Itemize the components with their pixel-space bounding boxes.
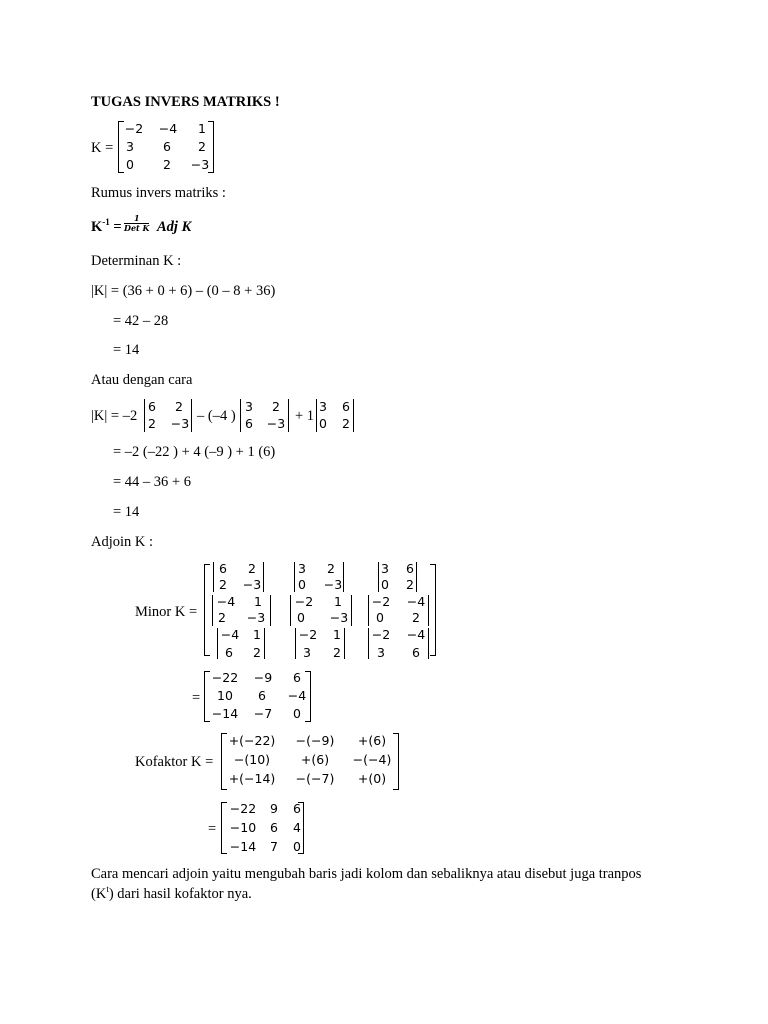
matrix-cell: −14 [211, 706, 239, 721]
k-label: K = [91, 140, 114, 156]
minor-cell: 3 [303, 645, 311, 660]
minor-cell: −2 [371, 627, 391, 642]
matrix-cell: −(−7) [295, 771, 335, 786]
det-cell: −3 [170, 416, 190, 431]
minor-cell: 2 [219, 577, 227, 592]
det-cell: 2 [148, 416, 156, 431]
matrix-cell: +(−22) [228, 733, 276, 748]
minor-cell: 2 [248, 561, 256, 576]
page-title: TUGAS INVERS MATRIKS ! [91, 94, 280, 110]
minor-cell: 2 [412, 610, 420, 625]
exp-line: = 44 – 36 + 6 [113, 474, 191, 490]
minor-cell: 1 [253, 627, 261, 642]
det-cell: 6 [342, 399, 350, 414]
rumus-heading: Rumus invers matriks : [91, 185, 226, 201]
minor-cell: 1 [333, 627, 341, 642]
minor-cell: 1 [254, 594, 262, 609]
minor-cell: 2 [253, 645, 261, 660]
minor-cell: 6 [406, 561, 414, 576]
matrix-cell: 6 [293, 670, 301, 685]
matrix-cell: 0 [293, 839, 301, 854]
det-heading: Determinan K : [91, 253, 182, 269]
minor-cell: −2 [294, 594, 314, 609]
minor-cell: −3 [246, 610, 266, 625]
det-cell: 3 [319, 399, 327, 414]
matrix-cell: 9 [270, 801, 278, 816]
matrix-k-cell: −2 [124, 121, 144, 136]
matrix-cell: 6 [293, 801, 301, 816]
minor-cell: −4 [216, 594, 236, 609]
det-line: = 42 – 28 [113, 313, 169, 329]
kofaktor-label: Kofaktor K = [135, 754, 214, 770]
inverse-formula: $K^{-1}$ = [91, 217, 122, 235]
matrix-cell: 4 [293, 820, 301, 835]
minor-cell: 3 [298, 561, 306, 576]
det-cell: 6 [148, 399, 156, 414]
det-cell: 3 [245, 399, 253, 414]
matrix-k-cell: −4 [158, 121, 178, 136]
matrix-k-cell: 2 [198, 139, 206, 154]
minor-cell: 2 [333, 645, 341, 660]
minor-cell: 2 [218, 610, 226, 625]
matrix-cell: 6 [270, 820, 278, 835]
equals-sign: = [208, 821, 217, 837]
det-cell: 2 [272, 399, 280, 414]
det-cell: 0 [319, 416, 327, 431]
matrix-cell: +(6) [357, 733, 387, 748]
matrix-k-cell: 6 [163, 139, 171, 154]
minor-cell: −2 [371, 594, 391, 609]
cofactor-lhs: |K| = –2 [91, 408, 138, 424]
minor-label: Minor K = [135, 604, 198, 620]
minor-cell: −3 [323, 577, 343, 592]
minor-cell: 1 [334, 594, 342, 609]
minor-cell: 0 [381, 577, 389, 592]
minor-cell: 0 [298, 577, 306, 592]
minor-cell: −4 [406, 594, 426, 609]
minor-cell: 6 [225, 645, 233, 660]
minor-cell: −4 [220, 627, 240, 642]
matrix-cell: −9 [253, 670, 273, 685]
minor-cell: −4 [406, 627, 426, 642]
cofactor-op: – (–4 ) [197, 408, 236, 424]
det-line: |K| = (36 + 0 + 6) – (0 – 8 + 36) [91, 283, 276, 299]
formula-adj: Adj K [157, 219, 192, 235]
minor-cell: 2 [406, 577, 414, 592]
matrix-k-cell: 0 [126, 157, 134, 172]
matrix-cell: 6 [258, 688, 266, 703]
matrix-cell: −4 [287, 688, 307, 703]
minor-cell: −3 [329, 610, 349, 625]
matrix-cell: +(0) [357, 771, 387, 786]
matrix-k-cell: −3 [190, 157, 210, 172]
minor-cell: 0 [376, 610, 384, 625]
minor-cell: −2 [298, 627, 318, 642]
matrix-cell: −10 [229, 820, 257, 835]
minor-cell: 3 [381, 561, 389, 576]
atau-heading: Atau dengan cara [91, 372, 193, 388]
matrix-cell: −22 [211, 670, 239, 685]
matrix-cell: 7 [270, 839, 278, 854]
formula-fraction: 1 Det K [124, 213, 150, 233]
matrix-cell: 0 [293, 706, 301, 721]
matrix-k-cell: 3 [126, 139, 134, 154]
minor-cell: −3 [242, 577, 262, 592]
det-line: = 14 [113, 342, 140, 358]
matrix-cell: 10 [217, 688, 233, 703]
minor-cell: 3 [377, 645, 385, 660]
closing-line: Cara mencari adjoin yaitu mengubah baris jadi kolom dan sebaliknya atau disebut juga tranpos [91, 866, 642, 882]
matrix-cell: −14 [229, 839, 257, 854]
exp-line: = 14 [113, 504, 140, 520]
matrix-cell: −(−4) [352, 752, 392, 767]
det-cell: 2 [342, 416, 350, 431]
matrix-cell: +(6) [300, 752, 330, 767]
exp-line: = –2 (–22 ) + 4 (–9 ) + 1 (6) [113, 444, 276, 460]
minor-cell: 2 [327, 561, 335, 576]
matrix-cell: −(−9) [295, 733, 335, 748]
det-cell: −3 [266, 416, 286, 431]
closing-line: $(K^t)$ dari hasil kofaktor nya. [91, 884, 252, 902]
cofactor-op: + 1 [295, 408, 315, 424]
minor-cell: 6 [219, 561, 227, 576]
matrix-cell: +(−14) [228, 771, 276, 786]
adjoin-heading: Adjoin K : [91, 534, 154, 550]
matrix-cell: −7 [253, 706, 273, 721]
minor-cell: 0 [297, 610, 305, 625]
minor-cell: 6 [412, 645, 420, 660]
matrix-k-cell: 2 [163, 157, 171, 172]
matrix-cell: −(10) [233, 752, 271, 767]
equals-sign: = [192, 690, 201, 706]
det-cell: 6 [245, 416, 253, 431]
matrix-k-cell: 1 [198, 121, 206, 136]
matrix-cell: −22 [229, 801, 257, 816]
det-cell: 2 [175, 399, 183, 414]
